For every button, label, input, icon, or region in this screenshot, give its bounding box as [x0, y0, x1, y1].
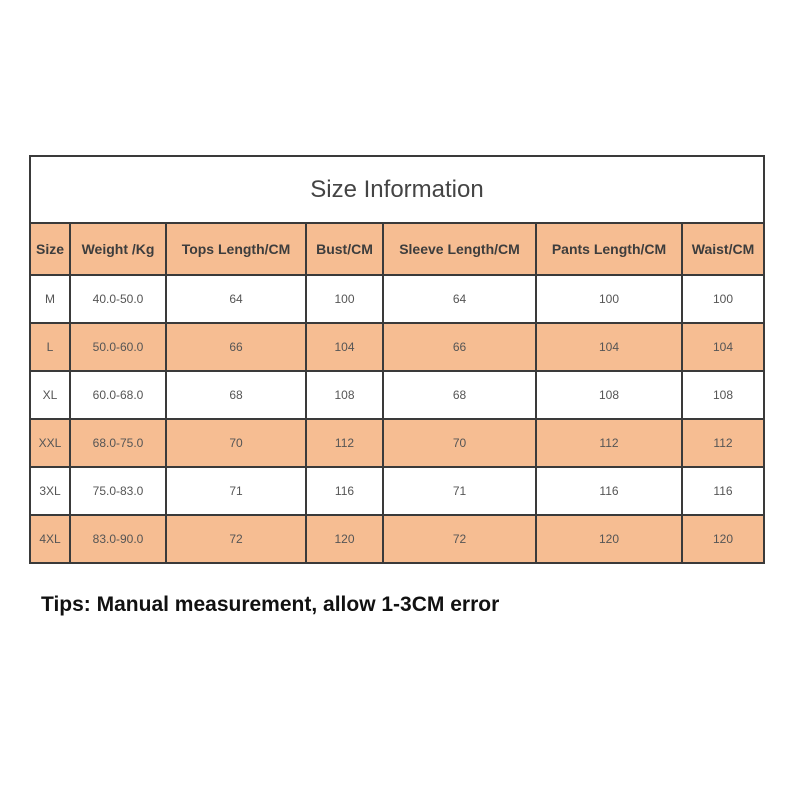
- table-cell: 108: [682, 371, 763, 419]
- size-table: [31, 224, 763, 562]
- table-cell: 120: [682, 515, 763, 562]
- table-cell: 71: [166, 467, 306, 515]
- table-cell: 3XL: [31, 467, 70, 515]
- table-cell: 83.0-90.0: [70, 515, 166, 562]
- table-cell: 68: [166, 371, 306, 419]
- table-cell: 72: [383, 515, 536, 562]
- table-cell: 104: [536, 323, 682, 371]
- table-cell: 104: [306, 323, 383, 371]
- table-cell: 100: [682, 275, 763, 323]
- table-cell: 112: [306, 419, 383, 467]
- table-cell: 120: [536, 515, 682, 562]
- table-cell: 72: [166, 515, 306, 562]
- table-body: [31, 275, 763, 562]
- column-header: Bust/CM: [306, 224, 383, 275]
- table-cell: 75.0-83.0: [70, 467, 166, 515]
- size-chart: [29, 155, 765, 564]
- column-header: Pants Length/CM: [536, 224, 682, 275]
- table-cell: 116: [306, 467, 383, 515]
- table-cell: M: [31, 275, 70, 323]
- column-header: Tops Length/CM: [166, 224, 306, 275]
- header-row: [31, 224, 763, 275]
- table-cell: L: [31, 323, 70, 371]
- table-cell: 40.0-50.0: [70, 275, 166, 323]
- table-cell: 68: [383, 371, 536, 419]
- column-header: Weight /Kg: [70, 224, 166, 275]
- table-cell: 66: [383, 323, 536, 371]
- table-row: [31, 323, 763, 371]
- table-cell: 64: [383, 275, 536, 323]
- table-cell: XL: [31, 371, 70, 419]
- table-row: [31, 371, 763, 419]
- column-header: Waist/CM: [682, 224, 763, 275]
- table-cell: 108: [306, 371, 383, 419]
- table-cell: 68.0-75.0: [70, 419, 166, 467]
- table-row: [31, 515, 763, 562]
- table-cell: 108: [536, 371, 682, 419]
- table-cell: 116: [536, 467, 682, 515]
- table-cell: 64: [166, 275, 306, 323]
- table-cell: 50.0-60.0: [70, 323, 166, 371]
- table-cell: 70: [166, 419, 306, 467]
- tips-note: Tips: Manual measurement, allow 1-3CM error: [41, 593, 500, 616]
- table-cell: 66: [166, 323, 306, 371]
- table-cell: 100: [536, 275, 682, 323]
- table-cell: 70: [383, 419, 536, 467]
- table-cell: 112: [536, 419, 682, 467]
- size-chart-title: Size Information: [31, 157, 763, 224]
- table-row: [31, 467, 763, 515]
- table-cell: XXL: [31, 419, 70, 467]
- table-cell: 112: [682, 419, 763, 467]
- table-cell: 120: [306, 515, 383, 562]
- column-header: Size: [31, 224, 70, 275]
- table-row: [31, 275, 763, 323]
- table-cell: 4XL: [39, 532, 61, 546]
- table-cell: 71: [383, 467, 536, 515]
- table-row: [31, 419, 763, 467]
- table-cell: 116: [682, 467, 763, 515]
- column-header: Sleeve Length/CM: [383, 224, 536, 275]
- table-cell: 100: [306, 275, 383, 323]
- table-cell: 104: [682, 323, 763, 371]
- table-cell: 60.0-68.0: [70, 371, 166, 419]
